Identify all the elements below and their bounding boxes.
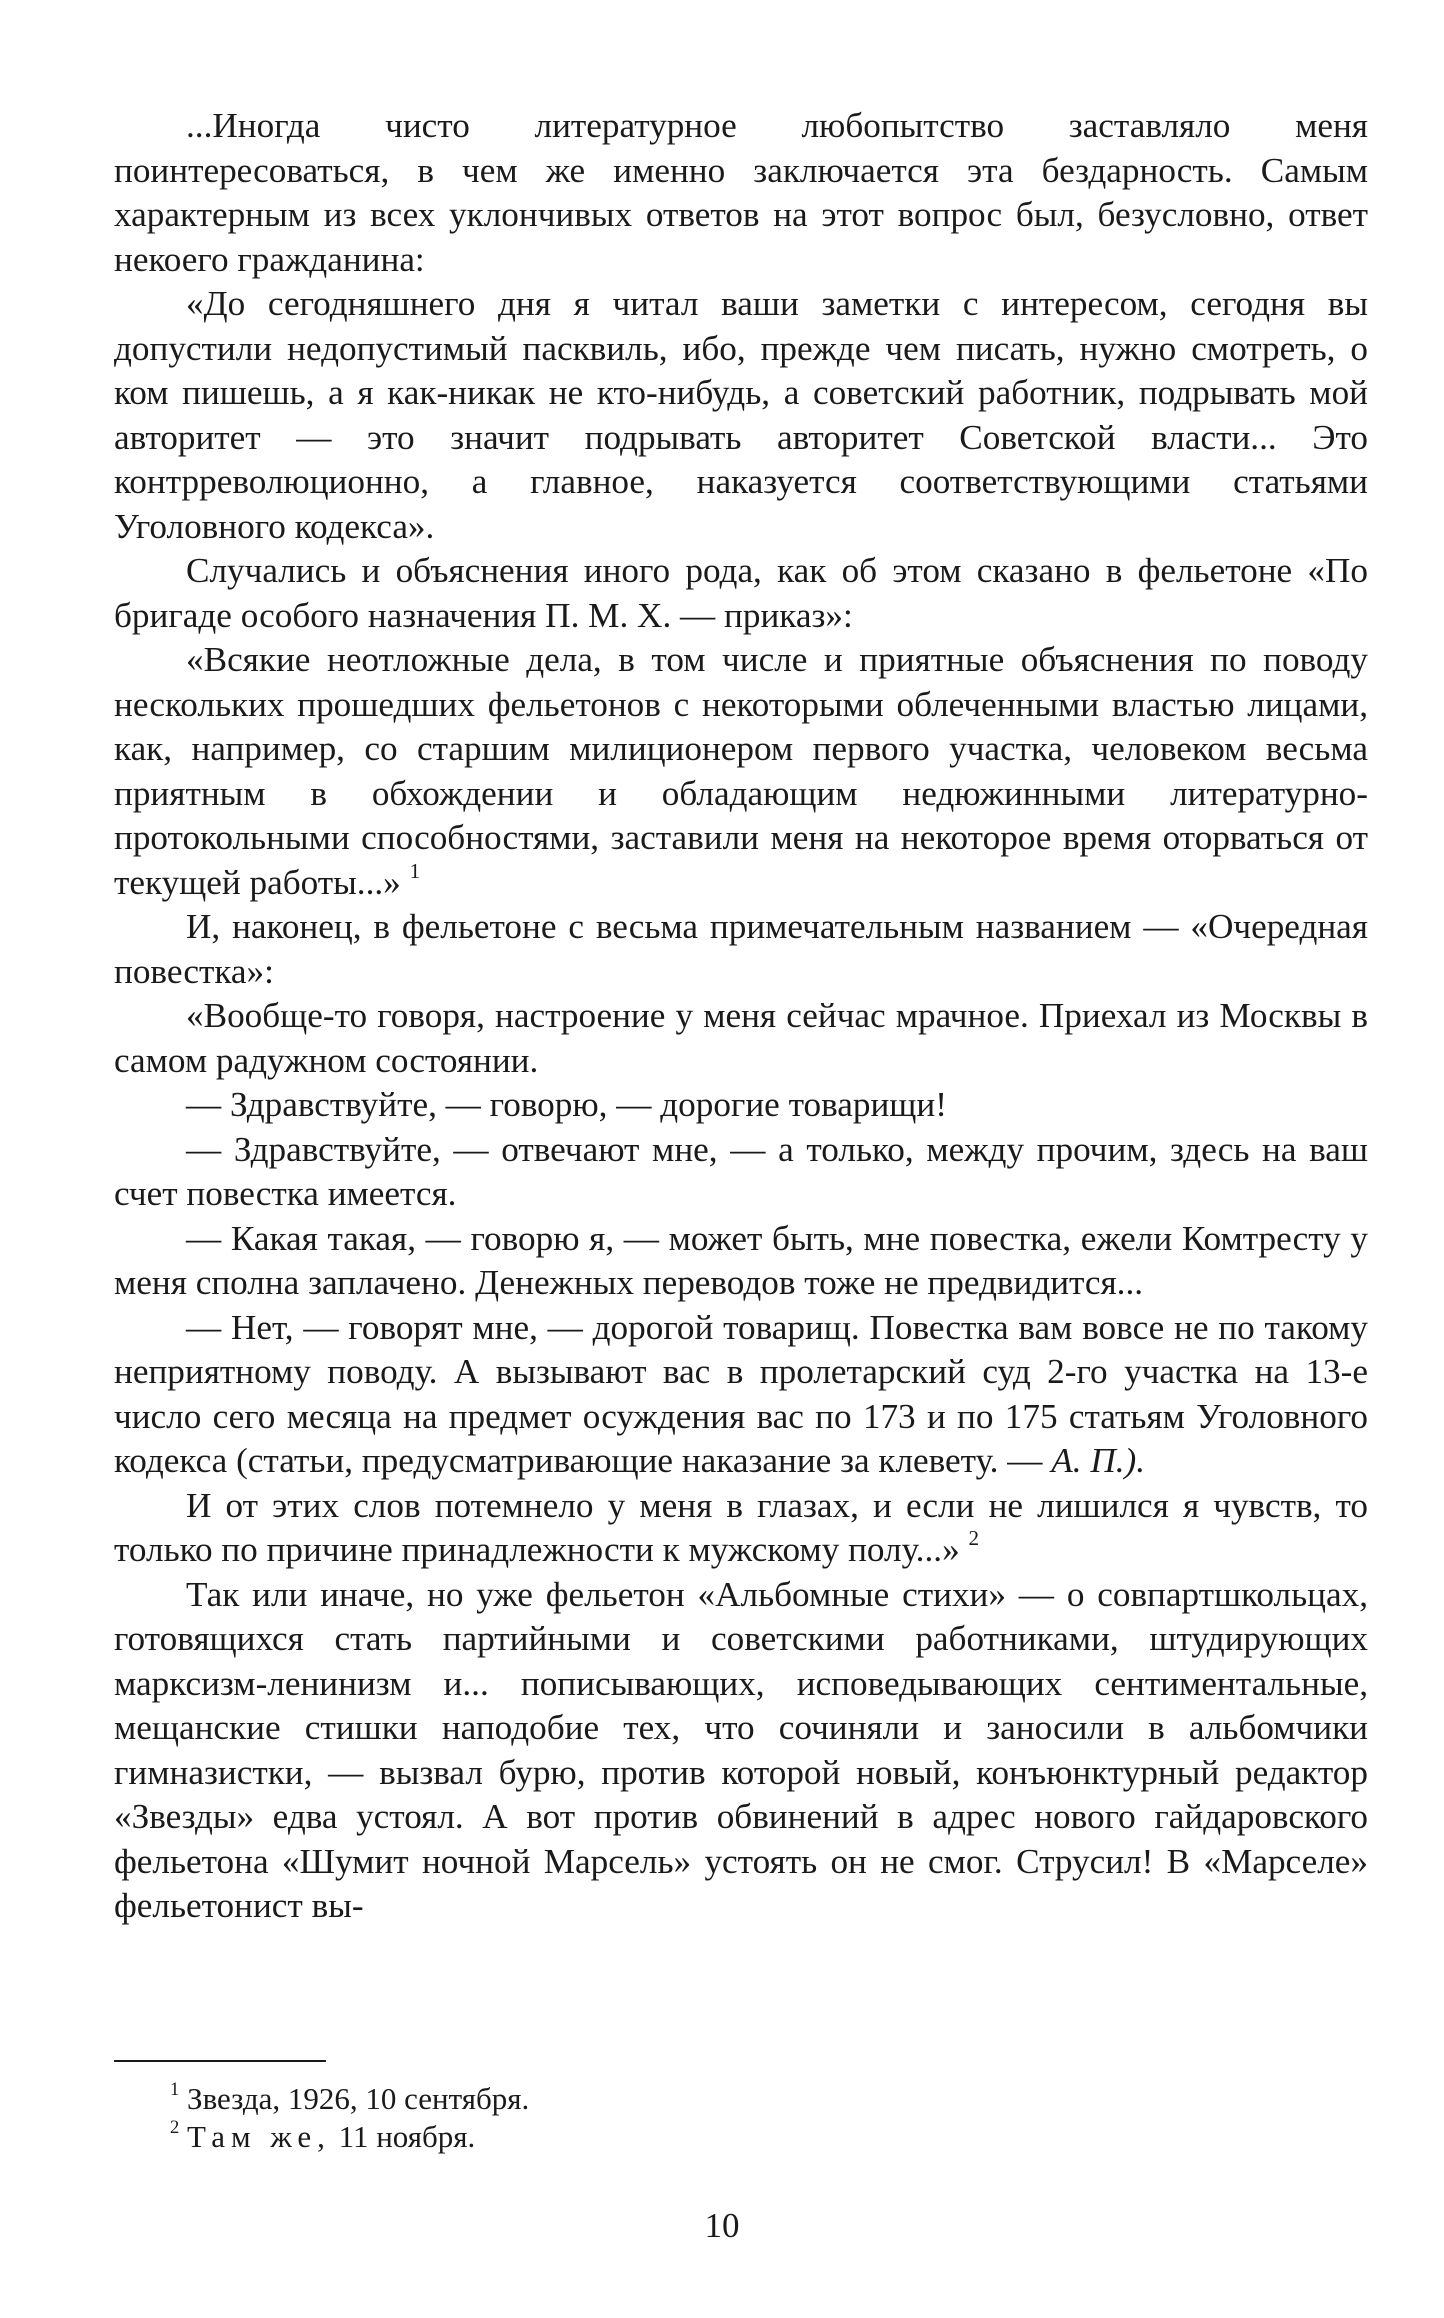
main-text — [114, 104, 1368, 1929]
dialogue-line: — Здравствуйте, — говорю, — дорогие товарищи! — [186, 1085, 947, 1124]
footnote-ibid: Там же, — [187, 2119, 331, 2154]
dialogue-text: — Нет, — говорят мне, — дорогой товарищ. Повестка вам вовсе не по такому неприятному поводу. А вызывают вас в пролетарский суд 2-го участка на 13-е число сего месяца на предмет осуждения вас по 173 и по 175 статьям Уголовного кодекса (статьи, предусматривающие наказание за клевету. — — [114, 1307, 1368, 1480]
dialogue-line: — Какая такая, — говорю я, — может быть, мне повестка, ежели Комтресту у меня сполна заплачено. Денежных переводов тоже не предвидится... — [114, 1218, 1368, 1302]
footnote-text: 11 ноября. — [330, 2119, 476, 2154]
quote-paragraph: «Вообще-то говоря, настроение у меня сейчас мрачное. Приехал из Москвы в самом радужном состоянии. — [114, 996, 1368, 1080]
quote-text: И от этих слов потемнело у меня в глазах, и если не лишился я чувств, то только по причине принадлежности к мужскому полу...» — [114, 1485, 1368, 1569]
page-number: 10 — [704, 2206, 740, 2245]
paragraph: Так или иначе, но уже фельетон «Альбомные стихи» — о совпартшкольцах, готовящихся стать партийными и советскими работниками, штудирующих марксизм-ленинизм и... пописывающих, исповедывающих сентиментальные, мещанские стишки наподобие тех, что сочиняли и заносили в альбомчики гимназистки, — вызвал бурю, против которой новый, конъюнктурный редактор «Звезды» едва устоял. А вот против обвинений в адрес нового гайдаровского фельетона «Шумит ночной Марсель» устоять он не смог. Струсил! В «Марселе» фельетонист вы- — [114, 1574, 1368, 1925]
footnote-divider — [114, 2060, 326, 2062]
paragraph: ...Иногда чисто литературное любопытство заставляло меня поинтересоваться, в чем же именно заключается эта бездарность. Самым характерным из всех уклончивых ответов на этот вопрос был, безусловно, ответ некоего гражданина: — [114, 106, 1368, 279]
quote-paragraph — [114, 638, 1368, 905]
footnotes — [170, 2080, 1270, 2156]
footnote-number: 1 — [170, 2079, 180, 2101]
footnote — [170, 2080, 1270, 2118]
quote-paragraph — [114, 1484, 1368, 1573]
footnote-ref: 1 — [409, 858, 421, 883]
quote-text: «Всякие неотложные дела, в том числе и приятные объяснения по поводу нескольких прошедших фельетонов с некоторыми облеченными властью лицами, как, например, со старшим милиционером первого участка, человеком весьма приятным в обхождении и обладающим недюжинными литературно-протокольными способностями, заставили меня на некоторое время оторваться от текущей работы...» — [114, 640, 1368, 902]
paragraph: И, наконец, в фельетоне с весьма примечательным названием — «Очередная повестка»: — [114, 907, 1368, 991]
editor-initials: А. П.). — [1051, 1441, 1146, 1480]
footnote-ref: 2 — [968, 1526, 980, 1551]
paragraph: Случались и объяснения иного рода, как об этом сказано в фельетоне «По бригаде особого назначения П. М. X. — приказ»: — [114, 551, 1368, 635]
footnote — [170, 2118, 1270, 2156]
dialogue-line: — Здравствуйте, — отвечают мне, — а только, между прочим, здесь на ваш счет повестка имеется. — [114, 1129, 1368, 1213]
quote-paragraph: «До сегодняшнего дня я читал ваши заметки с интересом, сегодня вы допустили недопустимый пасквиль, ибо, прежде чем писать, нужно смотреть, о ком пишешь, а я как-никак не кто-нибудь, а советский работник, подрывать мой авторитет — это значит подрывать авторитет Советской власти... Это контрреволюционно, а главное, наказуется соответствующими статьями Уголовного кодекса». — [114, 284, 1368, 546]
dialogue-line — [114, 1306, 1368, 1484]
footnote-text: Звезда, 1926, 10 сентября. — [187, 2081, 530, 2116]
footnote-number: 2 — [170, 2117, 180, 2139]
